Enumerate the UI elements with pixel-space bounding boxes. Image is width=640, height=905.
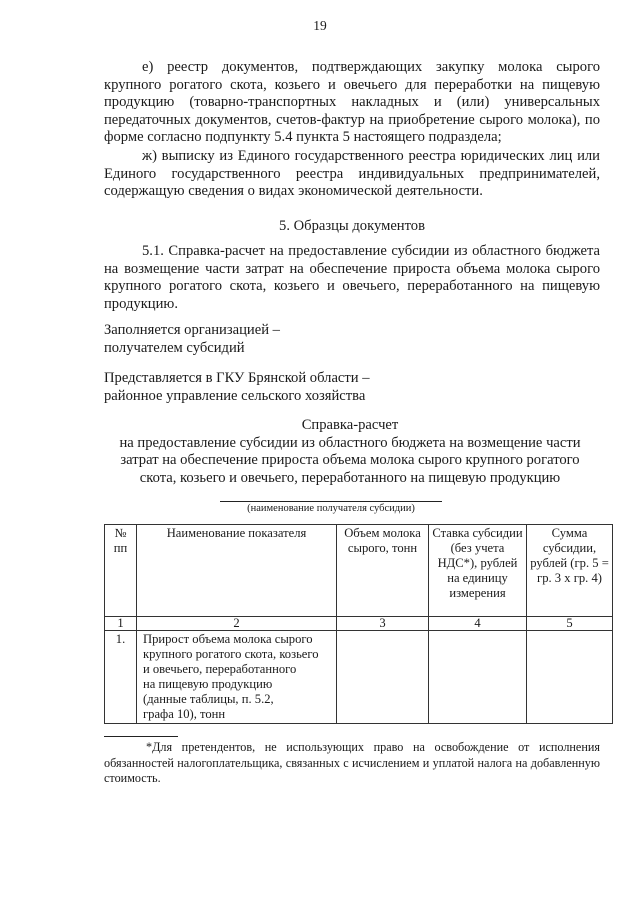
- item-zh-paragraph: ж) выписку из Единого государственного реестра юридических лиц или Единого государственного реестра индивидуальных предпринимателей, содержащую сведения о видах экономической деятельности.: [104, 148, 600, 199]
- submitted-to-line2: районное управление сельского хозяйства: [104, 387, 366, 404]
- header-amount: Сумма субсидии, рублей (гр. 5 = гр. 3 х гр. 4): [527, 525, 613, 617]
- row1-line4: на пищевую продукцию: [143, 677, 273, 691]
- header-rate: Ставка субсидии (без учета НДС*), рублей на единицу измерения: [429, 525, 527, 617]
- filled-by-block: [104, 322, 504, 357]
- row1-indicator: [137, 631, 337, 724]
- page-number: 19: [313, 18, 327, 33]
- row1-line2: крупного рогатого скота, козьего: [143, 647, 319, 661]
- table-header-row: [105, 525, 613, 617]
- row1-line1: Прирост объема молока сырого: [143, 632, 313, 646]
- footnote: [104, 740, 600, 787]
- form-title-line2: затрат на обеспечение прироста объема молока сырого крупного рогатого: [120, 452, 580, 468]
- col-number-4: 4: [429, 617, 527, 631]
- item-e-paragraph: е) реестр документов, подтверждающих закупку молока сырого крупного рогатого скота, козьего и овечьего для переработки на пищевую продукцию (товарно-транспортных накладных и (или) универсальных передаточных документов, счетов-фактур на приобретение сырого молока), по форме согласно подпункту 5.4 пункта 5 настоящего подраздела;: [104, 59, 600, 145]
- submitted-to-line1: Представляется в ГКУ Брянской области –: [104, 370, 370, 386]
- filled-by-line2: получателем субсидий: [104, 339, 245, 356]
- row1-line6: графа 10), тонн: [143, 707, 226, 721]
- row1-line3: и овечьего, переработанного: [143, 662, 297, 676]
- table-number-row: [105, 617, 613, 631]
- form-title-block: [80, 417, 620, 487]
- form-title: Справка-расчет: [301, 417, 399, 433]
- col-number-5: 5: [527, 617, 613, 631]
- row1-line5: (данные таблицы, п. 5.2,: [143, 692, 274, 706]
- row1-amount-cell: [527, 631, 613, 724]
- footnote-separator: [104, 736, 178, 737]
- clause-5-1: 5.1. Справка-расчет на предоставление субсидии из областного бюджета на возмещение части затрат на обеспечение прироста объема молока сырого крупного рогатого скота, козьего и овечьего, переработанного на пищевую продукцию.: [104, 243, 600, 312]
- footnote-text: *Для претендентов, не использующих право на освобождение от исполнения обязанностей налогоплательщика, связанных с исчислением и уплатой налога на добавленную стоимость.: [104, 740, 600, 785]
- col-number-2: 2: [137, 617, 337, 631]
- col-number-1: 1: [105, 617, 137, 631]
- section-heading: 5. Образцы документов: [279, 218, 425, 234]
- submitted-to-block: [104, 370, 504, 405]
- header-volume: Объем молока сырого, тонн: [337, 525, 429, 617]
- col-number-3: 3: [337, 617, 429, 631]
- recipient-caption: (наименование получателя субсидии): [247, 503, 415, 514]
- row1-volume-cell: [337, 631, 429, 724]
- header-indicator: Наименование показателя: [137, 525, 337, 617]
- row1-num: 1.: [105, 631, 137, 724]
- form-title-line3: скота, козьего и овечьего, переработанного на пищевую продукцию: [139, 469, 561, 486]
- header-num: № пп: [105, 525, 137, 617]
- filled-by-line1: Заполняется организацией –: [104, 322, 280, 338]
- row1-rate-cell: [429, 631, 527, 724]
- table-row: [105, 631, 613, 724]
- calculation-table: [104, 524, 613, 724]
- form-title-line1: на предоставление субсидии из областного бюджета на возмещение части: [119, 434, 581, 451]
